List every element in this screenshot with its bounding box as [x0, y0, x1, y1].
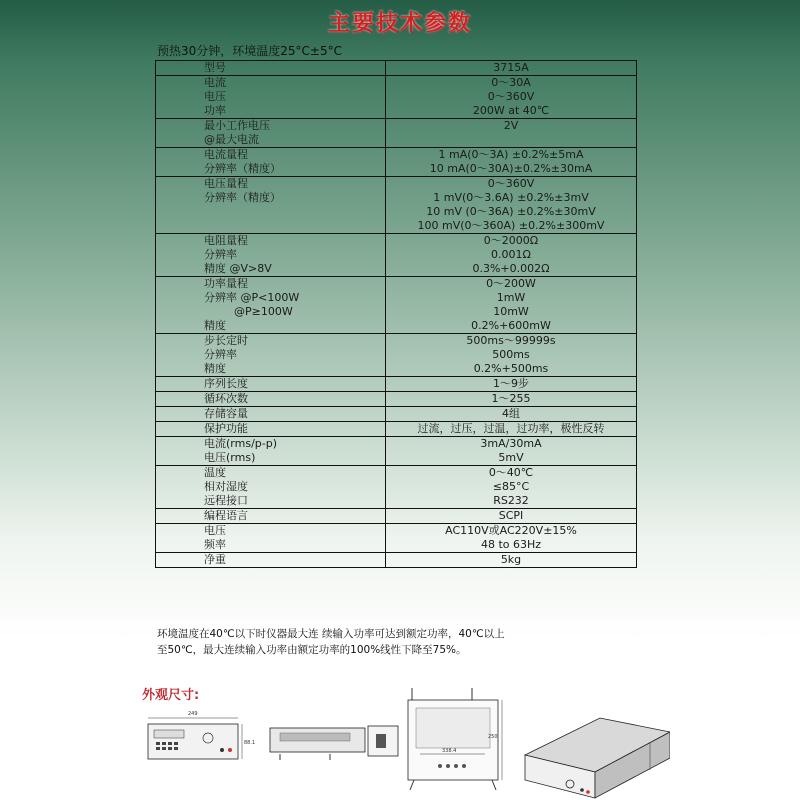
page-title: 主要技术参数 — [327, 11, 472, 36]
spec-label-cell — [156, 524, 386, 553]
spec-value: 500ms — [492, 348, 530, 361]
spec-label: 精度 — [204, 319, 226, 332]
spec-label: 分辨率 @P<100W — [204, 291, 300, 304]
spec-value: 0～2000Ω — [483, 234, 539, 247]
spec-value — [389, 133, 633, 147]
spec-value-cell — [386, 61, 637, 76]
spec-value: 0～360V — [487, 177, 535, 190]
spec-row — [156, 466, 637, 509]
spec-row — [156, 524, 637, 553]
dimensions-title: 外观尺寸: — [142, 688, 200, 703]
spec-label: @P≥100W — [234, 305, 293, 318]
footnote-line: 至50℃，最大连续输入功率由额定功率的100%线性下降至75%。 — [157, 644, 467, 656]
spec-value: 0.001Ω — [491, 248, 531, 261]
spec-value: 0.2%+500ms — [473, 362, 549, 375]
spec-value-cell — [386, 148, 637, 177]
spec-label-cell — [156, 119, 386, 148]
spec-row — [156, 277, 637, 334]
spec-value: 10 mA(0～30A)±0.2%±30mA — [429, 162, 593, 175]
spec-value: 1～9步 — [493, 377, 529, 390]
spec-value: 10mW — [493, 305, 529, 318]
spec-label: 精度 — [204, 362, 226, 375]
spec-label: 远程接口 — [204, 494, 248, 507]
spec-row — [156, 76, 637, 119]
spec-label-cell — [156, 509, 386, 524]
spec-label: 保护功能 — [204, 422, 248, 435]
spec-value-cell — [386, 392, 637, 407]
spec-value-cell — [386, 177, 637, 234]
spec-value-cell — [386, 234, 637, 277]
dimension-drawings — [130, 680, 670, 800]
spec-table — [155, 60, 637, 568]
spec-value: 1 mA(0～3A) ±0.2%±5mA — [438, 148, 584, 161]
spec-row — [156, 377, 637, 392]
spec-label: 分辨率（精度） — [204, 191, 281, 204]
spec-value: 3mA/30mA — [480, 437, 542, 450]
spec-label: 电压 — [204, 524, 226, 537]
spec-label: 净重 — [204, 553, 226, 566]
depth-dimension-label: 338.4 — [442, 748, 457, 754]
spec-value-cell — [386, 407, 637, 422]
spec-label-cell — [156, 377, 386, 392]
spec-label: 精度 @V>8V — [204, 262, 272, 275]
spec-value: 0～30A — [491, 76, 531, 89]
spec-row — [156, 509, 637, 524]
spec-label-cell — [156, 437, 386, 466]
spec-row — [156, 119, 637, 148]
spec-value-cell — [386, 553, 637, 568]
spec-label — [204, 219, 382, 233]
height-dimension-label: 88.1 — [244, 740, 256, 746]
spec-label: 温度 — [204, 466, 226, 479]
spec-row — [156, 177, 637, 234]
spec-label-cell — [156, 392, 386, 407]
spec-value: ≤85°C — [492, 480, 530, 493]
spec-value: 5kg — [500, 553, 522, 566]
spec-label-cell — [156, 553, 386, 568]
spec-value: 2V — [503, 119, 519, 132]
spec-label: 频率 — [204, 538, 226, 551]
rear-view-drawing — [408, 688, 502, 790]
spec-label-cell — [156, 407, 386, 422]
width-dimension-label: 249 — [188, 711, 198, 717]
spec-value-cell — [386, 466, 637, 509]
spec-label: 功率量程 — [204, 277, 248, 290]
spec-label: 最小工作电压 — [204, 119, 270, 132]
spec-label: 电流(rms/p-p) — [204, 437, 277, 450]
spec-row — [156, 234, 637, 277]
spec-row — [156, 148, 637, 177]
spec-value: 200W at 40℃ — [472, 104, 550, 117]
spec-value-cell — [386, 119, 637, 148]
spec-value-cell — [386, 422, 637, 437]
spec-label: @最大电流 — [204, 133, 259, 146]
spec-value: 100 mV(0～360A) ±0.2%±300mV — [417, 219, 605, 232]
spec-label: 存储容量 — [204, 407, 248, 420]
spec-value: RS232 — [493, 494, 529, 507]
spec-row — [156, 61, 637, 76]
spec-label-cell — [156, 277, 386, 334]
spec-label-cell — [156, 466, 386, 509]
spec-value: 48 to 63Hz — [480, 538, 542, 551]
spec-value: 10 mV (0～36A) ±0.2%±30mV — [426, 205, 596, 218]
spec-label: 序列长度 — [204, 377, 248, 390]
spec-label: 电压 — [204, 90, 226, 103]
spec-row — [156, 437, 637, 466]
footnote-line: 环境温度在40℃以下时仪器最大连 续输入功率可达到额定功率，40℃以上 — [157, 628, 505, 640]
spec-label-cell — [156, 177, 386, 234]
spec-value-cell — [386, 509, 637, 524]
spec-label: 分辨率 — [204, 248, 237, 261]
spec-value: 3715A — [493, 61, 529, 74]
spec-label: 电流量程 — [204, 148, 248, 161]
spec-value-cell — [386, 524, 637, 553]
spec-label: 步长定时 — [204, 334, 248, 347]
spec-value: 5mV — [498, 451, 524, 464]
spec-row — [156, 392, 637, 407]
spec-value: 0.2%+600mW — [471, 319, 551, 332]
spec-label-cell — [156, 234, 386, 277]
spec-label: 分辨率（精度） — [204, 162, 281, 175]
spec-label: 相对湿度 — [204, 480, 248, 493]
spec-label-cell — [156, 148, 386, 177]
front-view-drawing — [148, 711, 255, 759]
spec-value: 4组 — [502, 407, 520, 420]
spec-value-cell — [386, 437, 637, 466]
spec-row — [156, 422, 637, 437]
spec-label: 电压量程 — [204, 177, 248, 190]
spec-value: 1 mV(0～3.6A) ±0.2%±3mV — [433, 191, 589, 204]
spec-label — [204, 205, 382, 219]
isometric-view-drawing — [525, 718, 670, 800]
spec-value: 1mW — [496, 291, 526, 304]
spec-label-cell — [156, 61, 386, 76]
spec-label-cell — [156, 422, 386, 437]
spec-value-cell — [386, 334, 637, 377]
spec-label: 分辨率 — [204, 348, 237, 361]
spec-value: 0～360V — [487, 90, 535, 103]
spec-value-cell — [386, 377, 637, 392]
spec-label: 电阻量程 — [204, 234, 248, 247]
spec-label: 功率 — [204, 104, 226, 117]
spec-value-cell — [386, 277, 637, 334]
spec-value: AC110V或AC220V±15% — [445, 524, 577, 537]
spec-value: 过流，过压，过温，过功率，极性反转 — [417, 422, 605, 435]
spec-value: 0.3%+0.002Ω — [472, 262, 550, 275]
spec-row — [156, 334, 637, 377]
spec-value: 0～40℃ — [488, 466, 534, 479]
spec-value-cell — [386, 76, 637, 119]
spec-label-cell — [156, 334, 386, 377]
spec-label: 电压(rms) — [204, 451, 256, 464]
warmup-condition: 预热30分钟，环境温度25°C±5°C — [157, 44, 342, 58]
footnote — [157, 626, 627, 658]
side-view-drawing — [270, 726, 398, 760]
side-height-dimension-label: 250 — [488, 734, 498, 740]
spec-label-cell — [156, 76, 386, 119]
spec-value: 500ms～99999s — [466, 334, 556, 347]
spec-label: 循环次数 — [204, 392, 248, 405]
spec-row — [156, 407, 637, 422]
spec-row — [156, 553, 637, 568]
spec-label: 型号 — [204, 61, 226, 74]
spec-label: 电流 — [204, 76, 226, 89]
spec-value: SCPI — [498, 509, 524, 522]
spec-label: 编程语言 — [204, 509, 248, 522]
spec-value: 0～200W — [486, 277, 536, 290]
spec-value: 1～255 — [491, 392, 531, 405]
